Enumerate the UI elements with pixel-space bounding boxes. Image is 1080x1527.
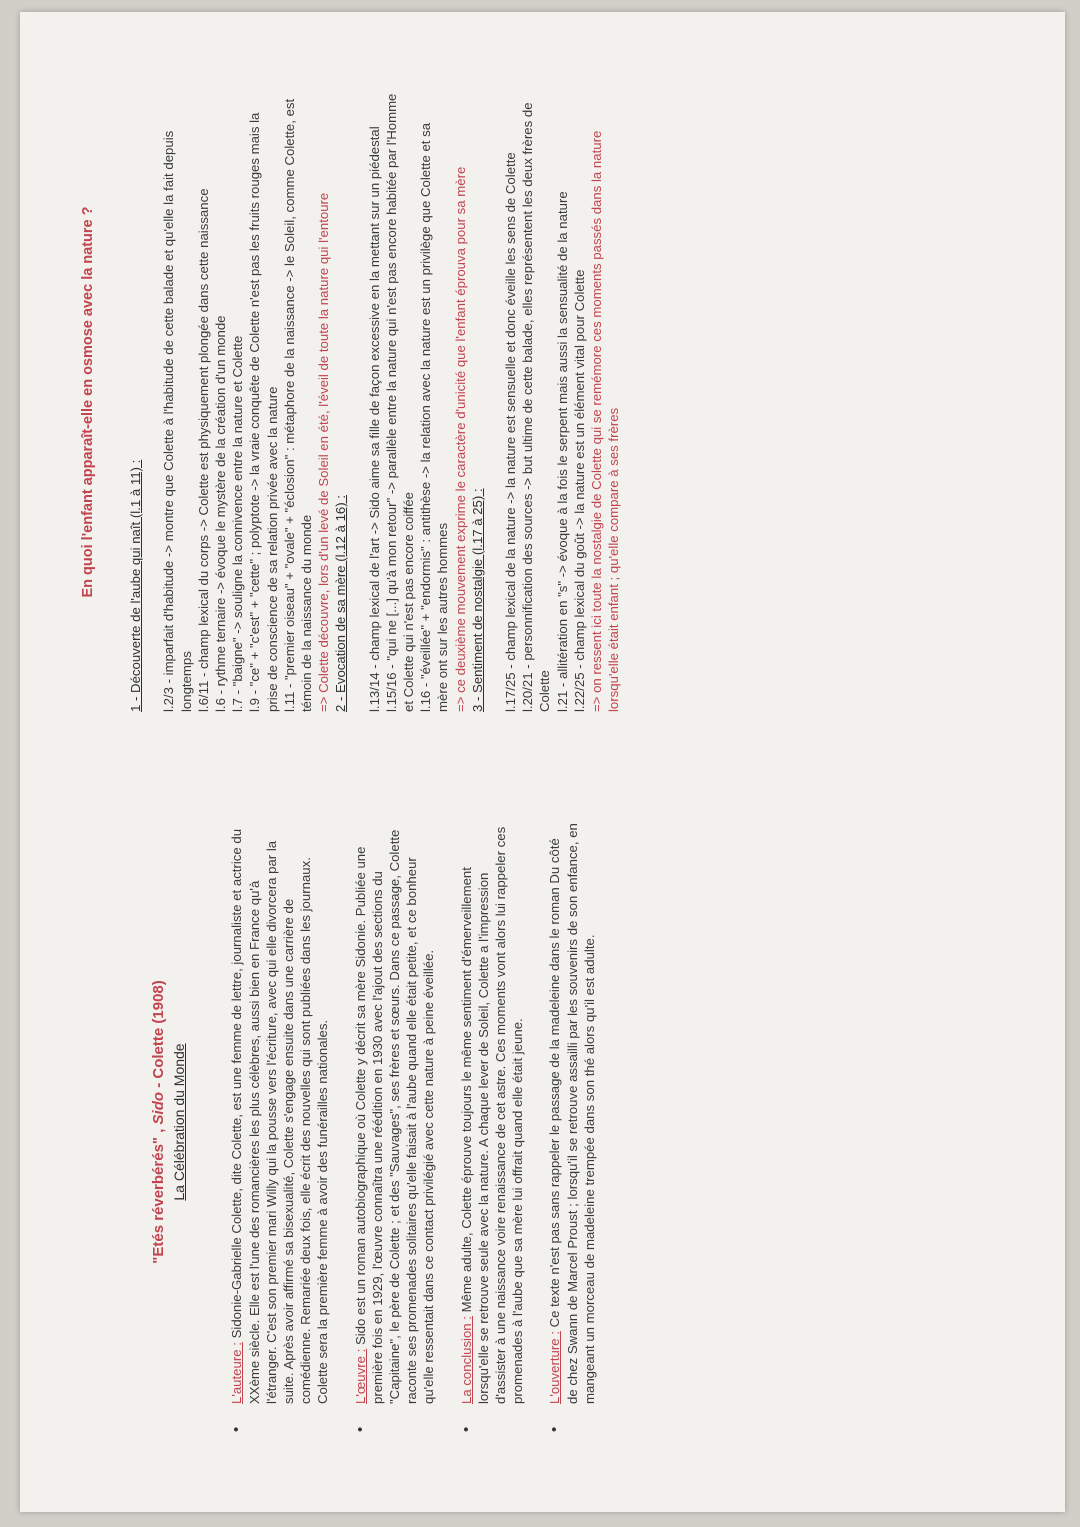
bullet-text: Sido est un roman autobiographique où Colette y décrit sa mère Sidonie. Publiée une première fois en 1929, l'œuvre connaîtra une réédition en 1930 avec l'ajout des sections du "Capitaine", le père de Colette ; et des "Sauvages", ses frères et sœurs. Dans ce passage, Colette raconte ses promenades solitaires qu'elle faisait à l'aube quand elle était petite, et ce bonheur qu'elle ressentait dans ce contact privilégié avec cette nature à peine éveillée.	[352, 829, 437, 1404]
page-title	[150, 822, 167, 1422]
left-column	[80, 822, 618, 1422]
analysis-note: l.16 - "éveillée" + "endormis" : antithèse -> la relation avec la nature est un privilège que Colette et sa mère ont sur les autres hommes	[418, 122, 451, 712]
analysis-note: l.22/25 - champ lexical du goût -> la nature est un élément vital pour Colette	[571, 269, 587, 712]
analysis-note: l.21 - allitération en "s" -> évoque à la fois le serpent mais aussi la sensualité de la nature	[554, 191, 570, 712]
section-1	[127, 92, 332, 712]
analysis-note: l.6 - rythme ternaire -> évoque le mystère de la création d'un monde	[213, 315, 229, 712]
bullet-label: L'auteure :	[229, 1342, 245, 1404]
section-conclusion: => ce deuxième mouvement exprime le caractère d'unicité que l'enfant éprouva pour sa mère	[452, 166, 468, 712]
section-conclusion: => on ressent ici toute la nostalgie de Colette qui se remémore ces moments passés dans la nature lorsqu'elle était enfant ; qu'elle compare à ses frères	[589, 130, 622, 712]
section-heading: 3 - Sentiment de nostalgie (l.17 à 25) :	[469, 488, 485, 712]
title-author: - Colette (1908)	[150, 980, 167, 1088]
section-3	[469, 92, 623, 712]
title-poem: "Etés réverbérés" ,	[150, 1128, 167, 1264]
bullet-label: L'œuvre :	[352, 1348, 368, 1404]
title-block	[150, 822, 188, 1422]
bullet-label: La conclusion :	[458, 1316, 474, 1404]
bullet-work	[352, 822, 438, 1422]
section-heading: 1 - Découverte de l'aube qui naît (l.1 à 11) :	[128, 459, 144, 712]
analysis-note: l.11 - "premier oiseau" + "ovale" + "éclosion" : métaphore de la naissance -> le Soleil, comme Colette, est témoin de la naissance du monde	[281, 98, 315, 712]
bullet-opening	[546, 822, 598, 1422]
rotated-page-content	[20, 12, 1065, 1512]
bullet-label: L'ouverture :	[547, 1331, 563, 1404]
analysis-note: l.20/21 - personnification des sources -> but ultime de cette balade, elles représentent les deux frères de Colette	[520, 102, 553, 712]
bullet-text: Même adulte, Colette éprouve toujours le même sentiment d'émerveillement lorsqu'elle se retrouve seule avec la nature. A chaque lever de Soleil, Colette a l'impression d'assister à une naissance voire renaissance de cet astre. Ces moments vont alors lui rappeler ces promenades à l'aube que sa mère lui offrait quand elle était jeune.	[458, 826, 526, 1404]
section-heading: 2 - Evocation de sa mère (l.12 à 16) :	[333, 495, 349, 712]
analysis-note: l.6/11 - champ lexical du corps -> Colette est physiquement plongée dans cette naissance	[195, 188, 211, 712]
analysis-note: l.2/3 - imparfait d'habitude -> montre que Colette à l'habitude de cette balade et qu'elle la fait depuis longtemps	[161, 130, 194, 712]
bullet-conclusion	[458, 822, 527, 1422]
right-column	[80, 92, 622, 712]
analysis-note: l.9 - "ce" + "c'est" + "cette" ; polyptote -> la vraie conquête de Colette n'est pas les fruits rouges mais la prise de conscience de sa relation privée avec la nature	[247, 112, 280, 712]
title-book: Sido	[150, 1091, 167, 1125]
section-conclusion: => Colette découvre, lors d'un levé de Soleil en été, l'éveil de toute la nature qui l'entoure	[316, 192, 332, 712]
analysis-note: l.15/16 - "qui ne [...] qu'à mon retour" -> parallèle entre la nature qui n'est pas encore habitée par l'Homme et Colette qui n'est pas encore coiffée	[383, 93, 417, 712]
bullet-text: Ce texte n'est pas sans rappeler le passage de la madeleine dans le roman Du côté de chez Swann de Marcel Proust ; lorsqu'il se retrouve assailli par les souvenirs de son enfance, en mangeant un morceau de madeleine trempée dans son thé alors qu'il est adulte.	[547, 823, 597, 1404]
section-2	[332, 92, 468, 712]
paper-sheet	[20, 12, 1065, 1512]
analysis-note: l.17/25 - champ lexical de la nature -> la nature est sensuelle et donc éveille les sens de Colette	[503, 152, 519, 712]
analysis-note: l.7 - "baigne" -> souligne la connivence entre la nature et Colette	[230, 335, 246, 712]
intro-bullet-list	[228, 822, 598, 1422]
bullet-author	[228, 822, 331, 1422]
page-subtitle: La Célébration du Monde	[171, 1043, 188, 1201]
problematic-question: En quoi l'enfant apparaît-elle en osmose avec la nature ?	[80, 206, 96, 598]
bullet-text: Sidonie-Gabrielle Colette, dite Colette, est une femme de lettre, journaliste et actrice du XXème siècle. Elle est l'une des romancières les plus célèbres, aussi bien en France qu'à l'étranger. C'est son premier mari Willy qui la pousse vers l'écriture, avec qui elle divorcera par la suite. Après avoir affirmé sa bisexualité, Colette s'engage ensuite dans une carrière de comédienne. Remariée deux fois, elle écrit des nouvelles qui sont publiées dans les journaux. Colette sera la première femme à avoir des funérailles nationales.	[229, 828, 331, 1404]
analysis-note: l.13/14 - champ lexical de l'art -> Sido aime sa fille de façon excessive en la mettant sur un piédestal	[366, 126, 382, 712]
